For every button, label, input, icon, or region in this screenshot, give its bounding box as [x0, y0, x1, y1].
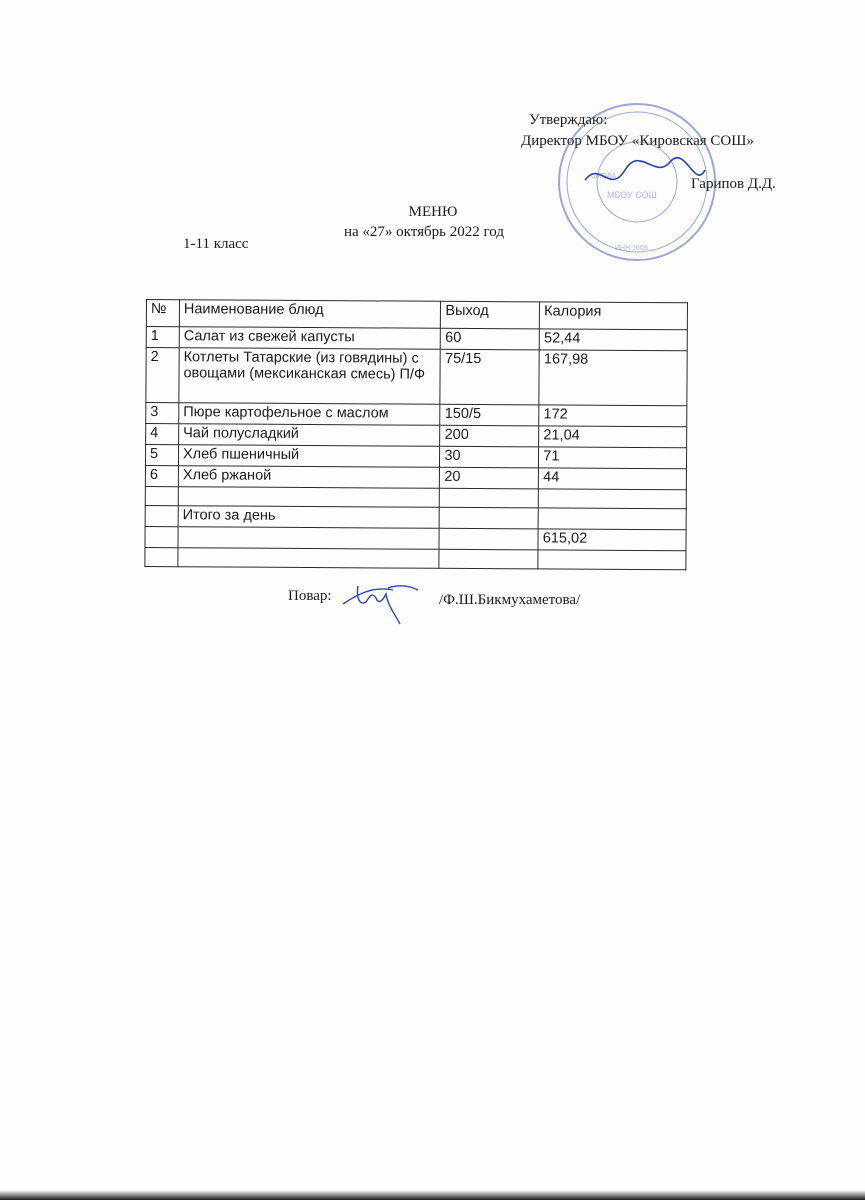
row-number: 2: [146, 348, 179, 403]
dish-output: 200: [440, 425, 539, 447]
dish-calories: 71: [539, 447, 687, 469]
dish-name: Салат из свежей капусты: [179, 327, 441, 350]
col-header-calories: Калория: [540, 302, 688, 330]
menu-table: [144, 299, 688, 570]
cook-label: Повар:: [288, 588, 332, 604]
dish-output: 20: [440, 467, 539, 489]
dish-name: Хлеб пшеничный: [178, 445, 440, 468]
dish-calories: 172: [539, 405, 687, 427]
menu-date: на «27» октябрь 2022 год: [344, 224, 504, 240]
grade-label: 1-11 класс: [183, 236, 249, 252]
dish-output: 150/5: [440, 404, 539, 426]
row-number: 4: [146, 424, 179, 445]
dish-calories: 52,44: [539, 329, 687, 351]
dish-calories: 21,04: [539, 426, 687, 448]
table-row: [146, 348, 687, 406]
dish-calories: 167,98: [539, 350, 687, 406]
row-number: 5: [145, 445, 178, 466]
dish-calories: 44: [539, 468, 687, 490]
dish-name: Хлеб ржаной: [178, 466, 440, 489]
row-number: 3: [146, 403, 179, 424]
dish-name: Пюре картофельное с маслом: [179, 403, 441, 426]
col-header-dish: Наименование блюд: [179, 300, 441, 329]
page-title: МЕНЮ: [408, 204, 458, 220]
cook-name: /Ф.Ш.Бикмухаметова/: [439, 592, 581, 608]
row-number: 6: [145, 465, 178, 486]
director-position: Директор МБОУ «Кировская СОШ»: [521, 133, 754, 149]
svg-text:ШКОЛА: ШКОЛА: [591, 173, 617, 180]
stamp-center-text: МБОУ СОШ: [607, 190, 657, 200]
dish-name: Котлеты Татарские (из говядины) с овощами (мексиканская смесь) П/Ф: [179, 348, 441, 405]
official-stamp: [555, 100, 720, 265]
col-header-number: №: [146, 300, 179, 327]
cook-signature-icon: [338, 576, 428, 626]
dish-output: 75/15: [440, 349, 539, 405]
total-label: Итого за день: [178, 506, 440, 529]
dish-output: 30: [440, 446, 539, 468]
director-name: Гарипов Д.Д.: [691, 176, 776, 192]
total-calories: 615,02: [538, 529, 686, 551]
table-row-empty: [145, 547, 686, 569]
table-header-row: [146, 300, 687, 330]
scan-edge: [0, 1190, 865, 1200]
row-number: 1: [146, 327, 179, 348]
dish-name: Чай полусладкий: [179, 424, 441, 447]
dish-output: 60: [441, 328, 540, 350]
approve-label: Утверждаю:: [529, 112, 608, 128]
svg-text:ИНН 1609...: ИНН 1609...: [615, 245, 654, 252]
col-header-output: Выход: [441, 301, 540, 329]
